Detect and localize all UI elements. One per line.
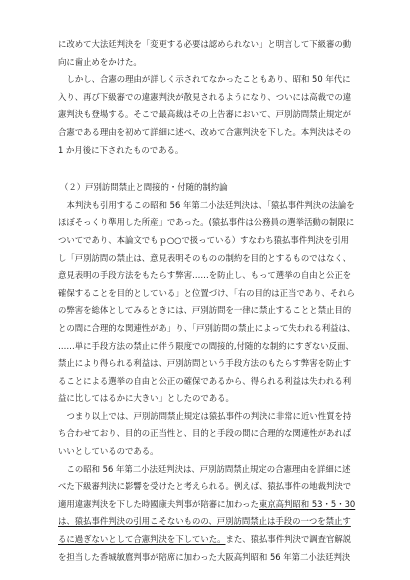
text-line: ることによる選挙の自由と公正の確保であるから、得られる利益は失われる利 [58, 375, 352, 386]
text-line [58, 461, 358, 479]
text-line: 確保することを目的としている」と位置づけ、「右の目的は正当であり、それら [58, 287, 355, 298]
underlined-citation: 東京高判昭和 53・5・30 [258, 498, 356, 509]
paragraph-5 [58, 461, 358, 567]
paragraph-4 [58, 408, 358, 461]
text-line: ほぼそっくり準用した所産」であった。(猿払事件は公務員の選挙活動の制限に [58, 217, 355, 228]
paragraph-2 [58, 71, 358, 159]
text-line: の弊害を総体としてみるときには、戸別訪問を一律に禁止することと禁止目的 [58, 305, 352, 316]
text-line: しかし、合憲の理由が詳しく示されてなかったこともあり、昭和 50 年代に [66, 74, 351, 85]
text-line [58, 531, 358, 549]
plain-text: を担当した香城敏麿判事が陪席に加わった大阪高判昭和 56 年第二小法廷判決 [58, 551, 351, 562]
text-line [58, 513, 358, 531]
section-heading: （２）戸別訪問禁止と間接的・付随的制約論 [60, 182, 228, 193]
text-line [58, 549, 358, 567]
text-line: 1 か月後に下されたものである。 [58, 144, 184, 155]
paragraph-1 [58, 36, 358, 71]
text-line: つまり以上では、戸別訪問禁止規定は猿払事件の判決に非常に近い性質を持 [66, 410, 352, 421]
underlined-text: は、猿払事件判決の引用こそないものの、戸別訪問禁止は手段の一つを禁止す [58, 516, 351, 527]
text-line: 入り、再び下級審での違憲判決が散見されるようになり、ついには高裁での違 [58, 91, 352, 102]
text-line [58, 496, 358, 514]
plain-text: 適用違憲判決を下した時國康夫判事が陪審に加わった [58, 498, 259, 509]
text-line: に改めて大法廷判決を「変更する必要は認められない」と明言して下級審の動 [58, 39, 352, 49]
underlined-text: るに過ぎないとして合憲判決を下していた。 [58, 534, 226, 545]
text-line: ……単に手段方法の禁止に伴う限度での間接的,付随的な制約にすぎない反面、 [58, 340, 354, 351]
text-line: 本判決も引用するこの昭和 56 年第二小法廷判決は、「猿払事件判決の法論を [66, 199, 355, 210]
text-line: ついてであり、本論文でもｐ○○で扱っている）すなわち猿払事件判決を引用 [58, 234, 349, 245]
section-spacer [58, 159, 358, 179]
text-line: ち合わせており、目的の正当性と、目的と手段の間に合理的な関連性があれば [58, 428, 352, 439]
text-line: 意見表明の手段方法をもたらす弊害……を防止し、もって選挙の自由と公正を [58, 270, 352, 281]
text-line: 益に比してはるかに大きい」としたのである。 [58, 393, 234, 404]
plain-text: また、猿払事件判決で調査官解説 [225, 534, 352, 545]
plain-text: べた下級審判決に影響を受けたと考えられる。例えば、猿払事件の地裁判決で [58, 481, 352, 492]
text-line: 向に歯止めをかけた。 [58, 56, 142, 67]
text-line: との間に合理的な関連性があ」り、「戸別訪問の禁止によって失われる利益は、 [58, 322, 356, 333]
document-body [58, 36, 358, 566]
text-line: いいとしているのである。 [58, 446, 159, 457]
section-2 [58, 179, 358, 408]
plain-text: この昭和 56 年第二小法廷判決は、戸別訪問禁止規定の合憲理由を詳細に述 [66, 463, 351, 474]
text-line: 合憲である理由を初めて詳細に述べ、改めて合憲判決を下した。本判決はその [58, 126, 352, 137]
text-line: 憲判決も登場する。そこで最高裁はその上告審において、戸別訪問禁止規定が [58, 109, 351, 120]
text-line: 禁止により得られる利益は、戸別訪問という手段方法のもたらす弊害を防止す [58, 358, 352, 369]
text-line [58, 478, 358, 496]
text-line: し「戸別訪問の禁止は、意見表明そのものの制約を目的とするものではなく、 [58, 252, 351, 263]
